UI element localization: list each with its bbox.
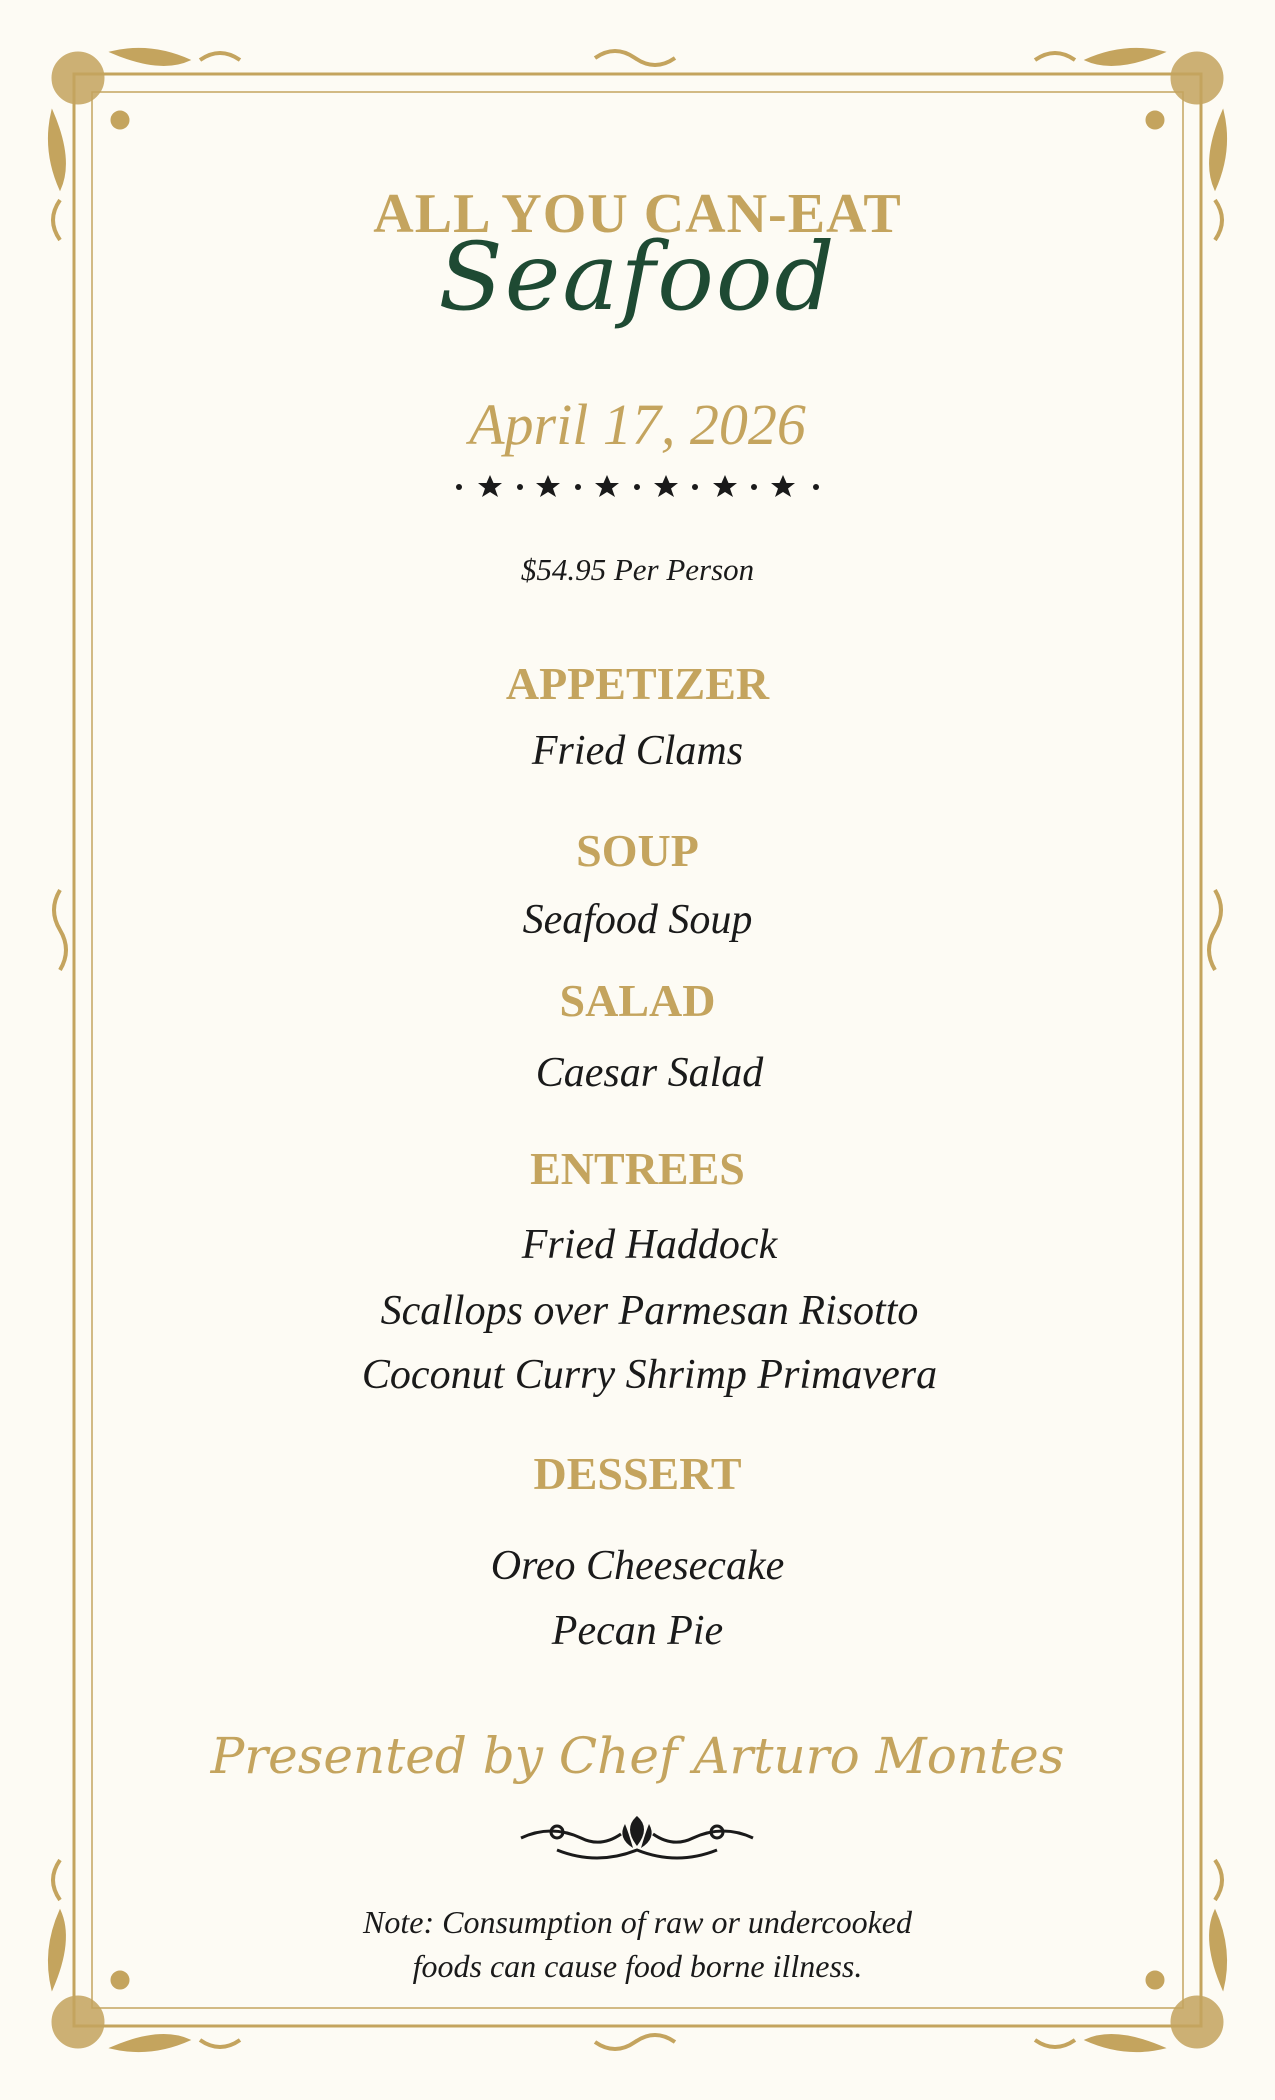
heading-salad: SALAD <box>559 975 716 1026</box>
title-script: Seafood <box>438 223 837 332</box>
menu-item: Seafood Soup <box>522 897 753 943</box>
heading-dessert: DESSERT <box>533 1448 742 1499</box>
menu-item: Pecan Pie <box>551 1608 724 1654</box>
allergy-note-line1: Note: Consumption of raw or undercooked <box>363 1904 912 1940</box>
menu-item: Coconut Curry Shrimp Primavera <box>361 1352 938 1398</box>
allergy-note-line2: foods can cause food borne illness. <box>412 1948 863 1984</box>
menu-item: Caesar Salad <box>535 1050 764 1096</box>
menu-item: Fried Haddock <box>521 1222 778 1268</box>
presenter-credit: Presented by Chef Arturo Montes <box>210 1727 1065 1785</box>
menu-item: Oreo Cheesecake <box>490 1543 785 1589</box>
heading-soup: SOUP <box>576 825 699 876</box>
heading-appetizer: APPETIZER <box>505 658 770 709</box>
price: $54.95 Per Person <box>520 552 755 587</box>
ornamental-flourish-icon <box>517 1810 757 1870</box>
event-date: April 17, 2026 <box>469 392 806 457</box>
title-line: ALL YOU CAN-EAT <box>373 183 902 245</box>
star-dot-divider-icon <box>455 472 820 502</box>
menu-item: Fried Clams <box>531 728 744 774</box>
menu-item: Scallops over Parmesan Risotto <box>380 1288 919 1334</box>
heading-entrees: ENTREES <box>530 1143 745 1194</box>
